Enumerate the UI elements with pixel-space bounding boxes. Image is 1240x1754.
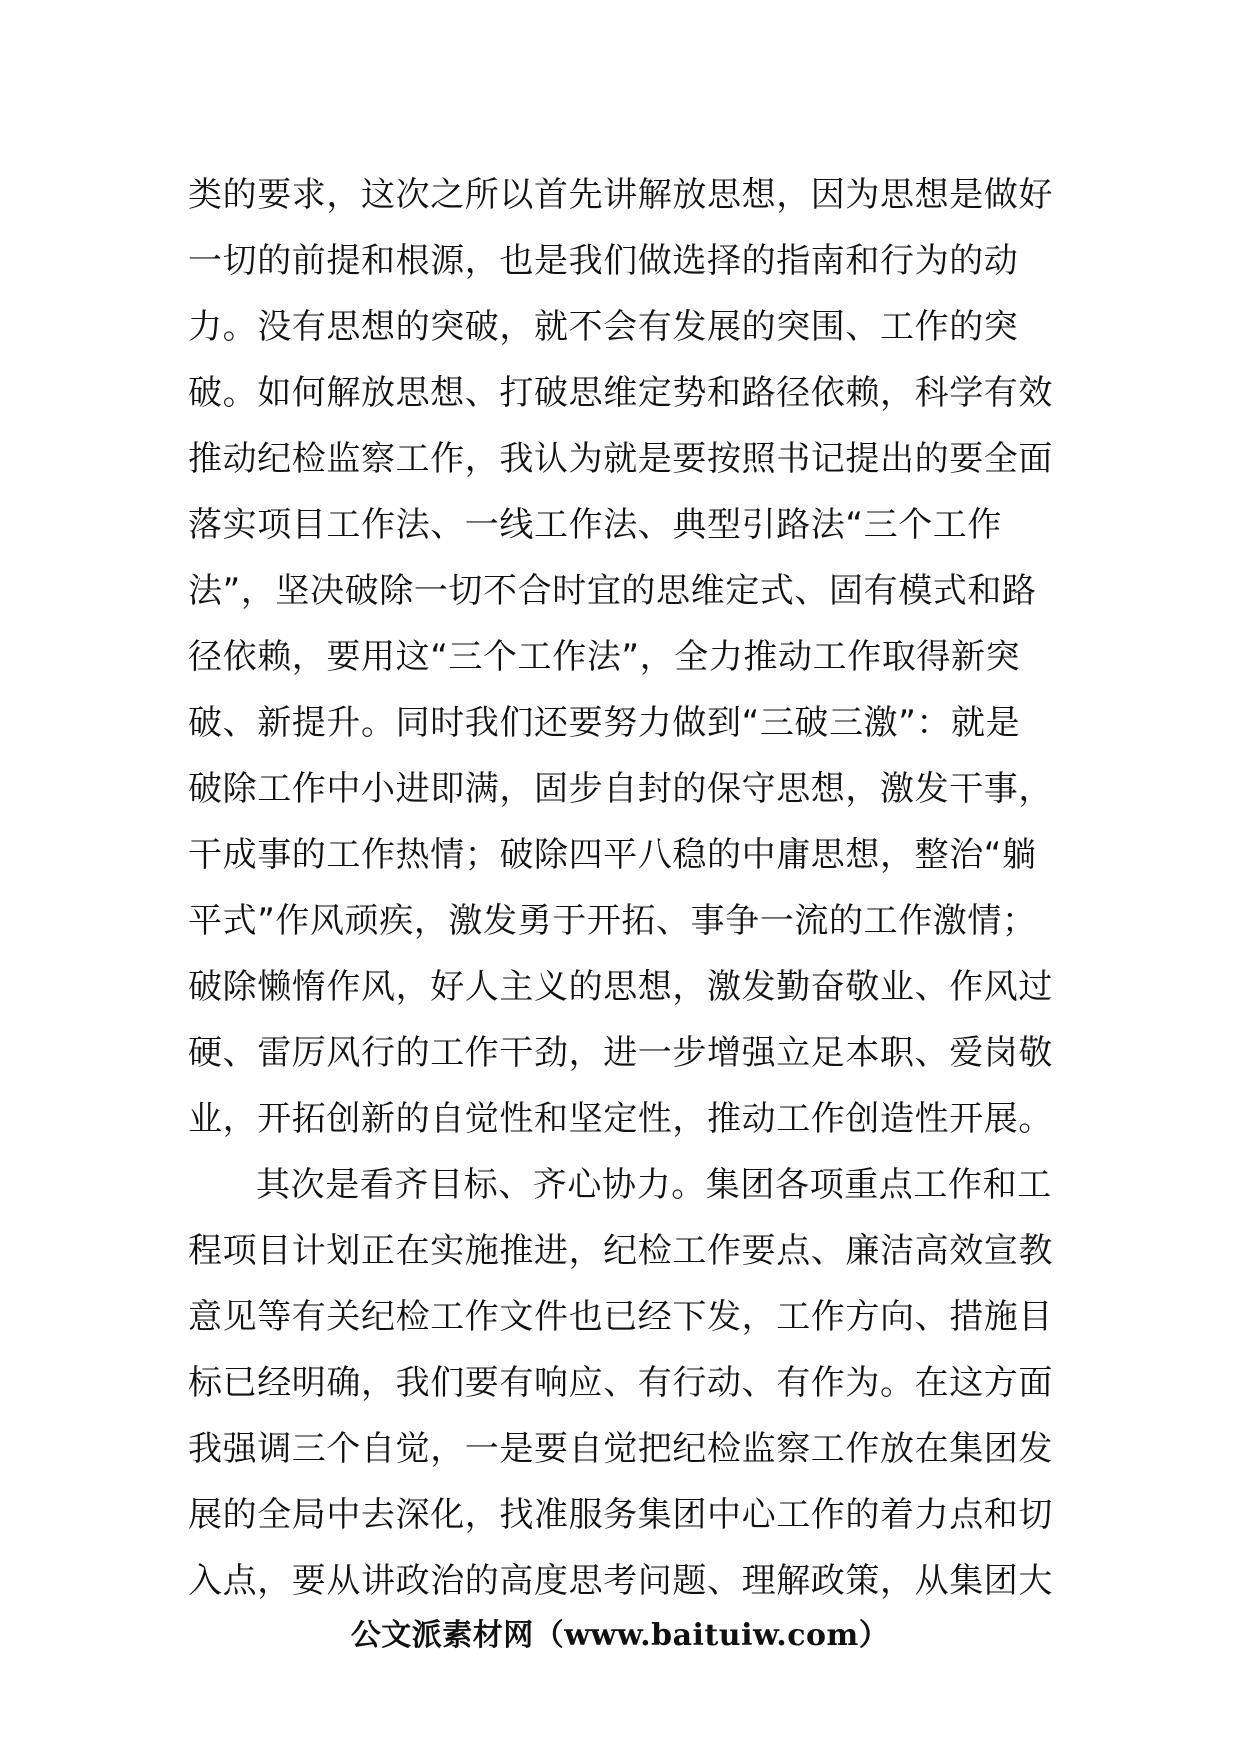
paragraph-start-line: 其次是看齐目标、齐心协力。集团各项重点工作和工 — [256, 1165, 1052, 1205]
text-line: 破除懒惰作风，好人主义的思想，激发勤奋敬业、作风过 — [188, 967, 1053, 1007]
text-line: 法”，坚决破除一切不合时宜的思维定式、固有模式和路 — [188, 571, 1037, 611]
body-text — [188, 162, 1060, 1614]
text-line: 我强调三个自觉，一是要自觉把纪检监察工作放在集团发 — [188, 1429, 1053, 1469]
text-line: 破除工作中小进即满，固步自封的保守思想，激发干事， — [188, 769, 1053, 809]
text-line: 破。如何解放思想、打破思维定势和路径依赖，科学有效 — [188, 373, 1053, 413]
text-line: 平式”作风顽疾，激发勇于开拓、事争一流的工作激情； — [188, 901, 1037, 941]
text-line: 落实项目工作法、一线工作法、典型引路法“三个工作 — [188, 505, 1003, 545]
text-line: 破、新提升。同时我们还要努力做到“三破三激”：就是 — [188, 703, 1021, 743]
text-line: 硬、雷厉风行的工作干劲，进一步增强立足本职、爱岗敬 — [188, 1033, 1053, 1073]
text-line: 干成事的工作热情；破除四平八稳的中庸思想，整治“躺 — [188, 835, 1037, 875]
text-line: 标已经明确，我们要有响应、有行动、有作为。在这方面 — [188, 1363, 1053, 1403]
text-line: 径依赖，要用这“三个工作法”，全力推动工作取得新突 — [188, 637, 1021, 677]
text-line: 业，开拓创新的自觉性和坚定性，推动工作创造性开展。 — [188, 1099, 1053, 1139]
text-line: 类的要求，这次之所以首先讲解放思想，因为思想是做好 — [188, 175, 1053, 215]
footer-watermark: 公文派素材网（www.baituiw.com） — [350, 1618, 890, 1653]
text-line: 展的全局中去深化，找准服务集团中心工作的着力点和切 — [188, 1495, 1053, 1535]
text-line: 程项目计划正在实施推进，纪检工作要点、廉洁高效宣教 — [188, 1231, 1053, 1271]
text-line: 意见等有关纪检工作文件也已经下发，工作方向、措施目 — [188, 1297, 1053, 1337]
text-line: 一切的前提和根源，也是我们做选择的指南和行为的动 — [188, 241, 1019, 281]
text-line: 力。没有思想的突破，就不会有发展的突围、工作的突 — [188, 307, 1019, 347]
text-line: 入点，要从讲政治的高度思考问题、理解政策，从集团大 — [188, 1561, 1053, 1601]
text-line: 推动纪检监察工作，我认为就是要按照书记提出的要全面 — [188, 439, 1053, 479]
